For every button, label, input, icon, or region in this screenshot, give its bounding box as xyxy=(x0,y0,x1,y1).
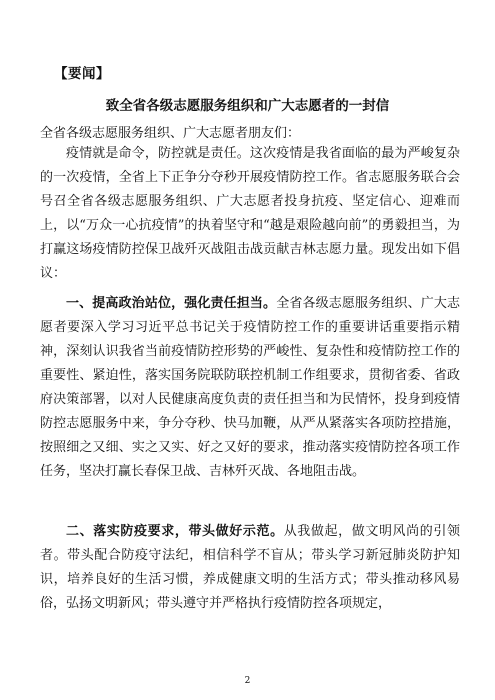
paragraph-body: 疫情就是命令，防控就是责任。这次疫情是我省面临的最为严峻复杂的一次疫情，全省上下正争分夺秒开展疫情防控工作。省志愿服务联合会号召全省各级志愿服务组织、广大志愿者投身抗疫、坚定信心、迎难而上，以“万众一心抗疫情”的执着坚守和“越是艰险越向前”的勇毅担当，为打赢这场疫情防控保卫战歼灭战阻击战贡献吉林志愿力量。现发出如下倡议： xyxy=(40,146,460,281)
section-tag: 【要闻】 xyxy=(54,66,110,82)
page-number: 2 xyxy=(244,676,251,686)
section-heading: 一、提高政治站位，强化责任担当。 xyxy=(66,296,277,311)
section-heading: 二、落实防疫要求，带头做好示范。 xyxy=(66,524,284,539)
salutation: 全省各级志愿服务组织、广大志愿者朋友们： xyxy=(40,126,301,141)
paragraph-intro xyxy=(40,142,460,286)
paragraph-body: 全省各级志愿服务组织、广大志愿者要深入学习习近平总书记关于疫情防控工作的重要讲话重要指示精神，深刻认识我省当前疫情防控形势的严峻性、复杂性和疫情防控工作的重要性、紧迫性，落实国务院联防联控机制工作组要求，贯彻省委、省政府决策部署，以对人民健康高度负责的责任担当和为民情怀，投身到疫情防控志愿服务中来，争分夺秒、快马加鞭，从严从紧落实各项防控措施，按照细之又细、实之又实、好之又好的要求，推动落实疫情防控各项工作任务，坚决打赢长春保卫战、吉林歼灭战、各地阻击战。 xyxy=(40,296,460,479)
page-title: 致全省各级志愿服务组织和广大志愿者的一封信 xyxy=(105,98,390,114)
paragraph-section-2 xyxy=(40,520,460,616)
paragraph-section-1 xyxy=(40,292,460,484)
paragraph-body: 从我做起，做文明风尚的引领者。带头配合防疫守法纪，相信科学不盲从；带头学习新冠肺炎防护知识，培养良好的生活习惯，养成健康文明的生活方式；带头推动移风易俗，弘扬文明新风；带头遵守并严格执行疫情防控各项规定， xyxy=(40,524,460,611)
